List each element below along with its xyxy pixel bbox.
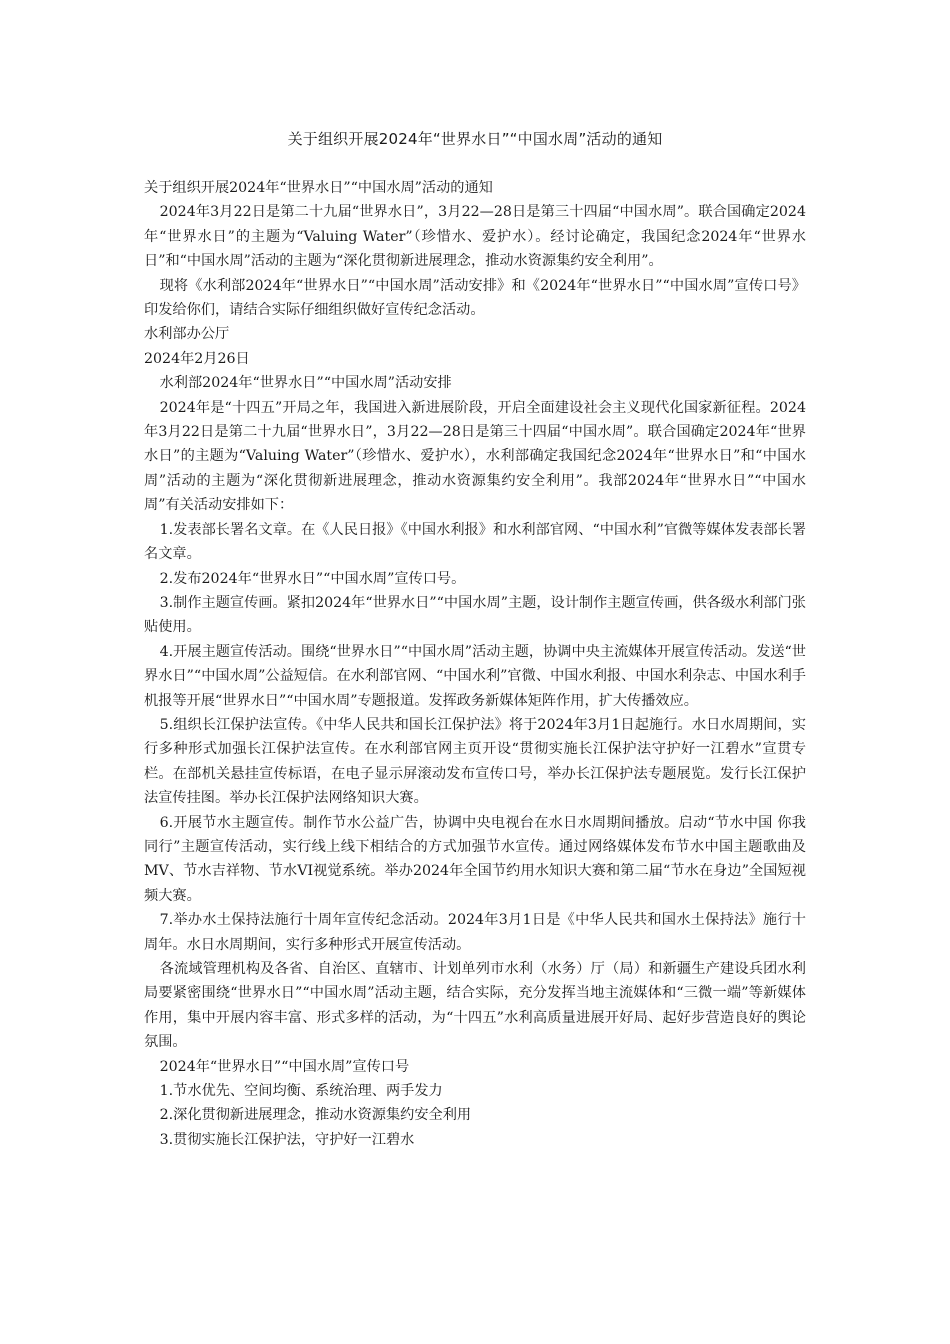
paragraph: 2024年3月22日是第二十九届“世界水日”，3月22—28日是第三十四届“中国水周”。联合国确定2024年“世界水日”的主题为“Valuing Water”（珍惜水、爱护水）。经讨论确定，我国纪念2024年“世界水日”和“中国水周”活动的主题为“深化贯彻新进展理念，推动水资源集约安全利用”。 [144, 204, 806, 270]
paragraph: 2024年2月26日 [144, 350, 250, 367]
paragraph: 3.贯彻实施长江保护法，守护好一江碧水 [159, 1131, 415, 1148]
paragraph: 水利部2024年“世界水日”“中国水周”活动安排 [159, 375, 452, 392]
paragraph: 关于组织开展2024年“世界水日”“中国水周”活动的通知 [144, 180, 493, 196]
paragraph: 2024年“世界水日”“中国水周”宣传口号 [159, 1058, 410, 1075]
paragraph: 2.深化贯彻新进展理念，推动水资源集约安全利用 [159, 1107, 472, 1124]
paragraph: 3.制作主题宣传画。紧扣2024年“世界水日”“中国水周”主题，设计制作主题宣传画，供各级水利部门张贴使用。 [144, 594, 806, 636]
paragraph: 2024年是“十四五”开局之年，我国进入新进展阶段，开启全面建设社会主义现代化国家新征程。2024年3月22日是第二十九届“世界水日”，3月22—28日是第三十四届“中国水周”。联合国确定2024年“世界水日”的主题为“Valuing Water”（珍惜水、爱护水），水利部确定我国纪念2024年“世界水日”和“中国水周”活动的主题为“深化贯彻新进展理念，推动水资源集约安全利用”。我部2024年“世界水日”“中国水周”有关活动安排如下： [144, 399, 806, 514]
paragraph: 1.节水优先、空间均衡、系统治理、两手发力 [159, 1083, 443, 1100]
paragraph: 现将《水利部2024年“世界水日”“中国水周”活动安排》和《2024年“世界水日”“中国水周”宣传口号》印发给你们，请结合实际仔细组织做好宣传纪念活动。 [144, 277, 806, 319]
paragraph: 各流域管理机构及各省、自治区、直辖市、计划单列市水利（水务）厅（局）和新疆生产建设兵团水利局要紧密围绕“世界水日”“中国水周”活动主题，结合实际，充分发挥当地主流媒体和“三微一端”等新媒体作用，集中开展内容丰富、形式多样的活动，为“十四五”水利高质量进展开好局、起好步营造良好的舆论氛围。 [144, 961, 806, 1051]
paragraph: 5.组织长江保护法宣传。《中华人民共和国长江保护法》将于2024年3月1日起施行。水日水周期间，实行多种形式加强长江保护法宣传。在水利部官网主页开设“贯彻实施长江保护法守护好一江碧水”宣贯专栏。在部机关悬挂宣传标语，在电子显示屏滚动发布宣传口号，举办长江保护法专题展览。发行长江保护法宣传挂图。举办长江保护法网络知识大赛。 [144, 716, 806, 807]
paragraph: 7.举办水土保持法施行十周年宣传纪念活动。2024年3月1日是《中华人民共和国水土保持法》施行十周年。水日水周期间，实行多种形式开展宣传活动。 [144, 912, 806, 953]
paragraph: 6.开展节水主题宣传。制作节水公益广告，协调中央电视台在水日水周期间播放。启动“节水中国 你我同行”主题宣传活动，实行线上线下相结合的方式加强节水宣传。通过网络媒体发布节水中国主题歌曲及MV、节水吉祥物、节水VI视觉系统。举办2024年全国节约用水知识大赛和第二届“节水在身边”全国短视频大赛。 [144, 814, 806, 904]
paragraph: 水利部办公厅 [144, 326, 230, 343]
paragraph: 2.发布2024年“世界水日”“中国水周”宣传口号。 [159, 570, 466, 587]
document-body [144, 176, 806, 1152]
paragraph: 1.发表部长署名文章。在《人民日报》《中国水利报》和水利部官网、“中国水利”官微等媒体发表部长署名文章。 [144, 521, 806, 563]
document-title: 关于组织开展2024年“世界水日”“中国水周”活动的通知 [287, 130, 663, 148]
paragraph: 4.开展主题宣传活动。围绕“世界水日”“中国水周”活动主题，协调中央主流媒体开展宣传活动。发送“世界水日”“中国水周”公益短信。在水利部官网、“中国水利”官微、中国水利报、中国水利杂志、中国水利手机报等开展“世界水日”“中国水周”专题报道。发挥政务新媒体矩阵作用，扩大传播效应。 [144, 643, 806, 709]
